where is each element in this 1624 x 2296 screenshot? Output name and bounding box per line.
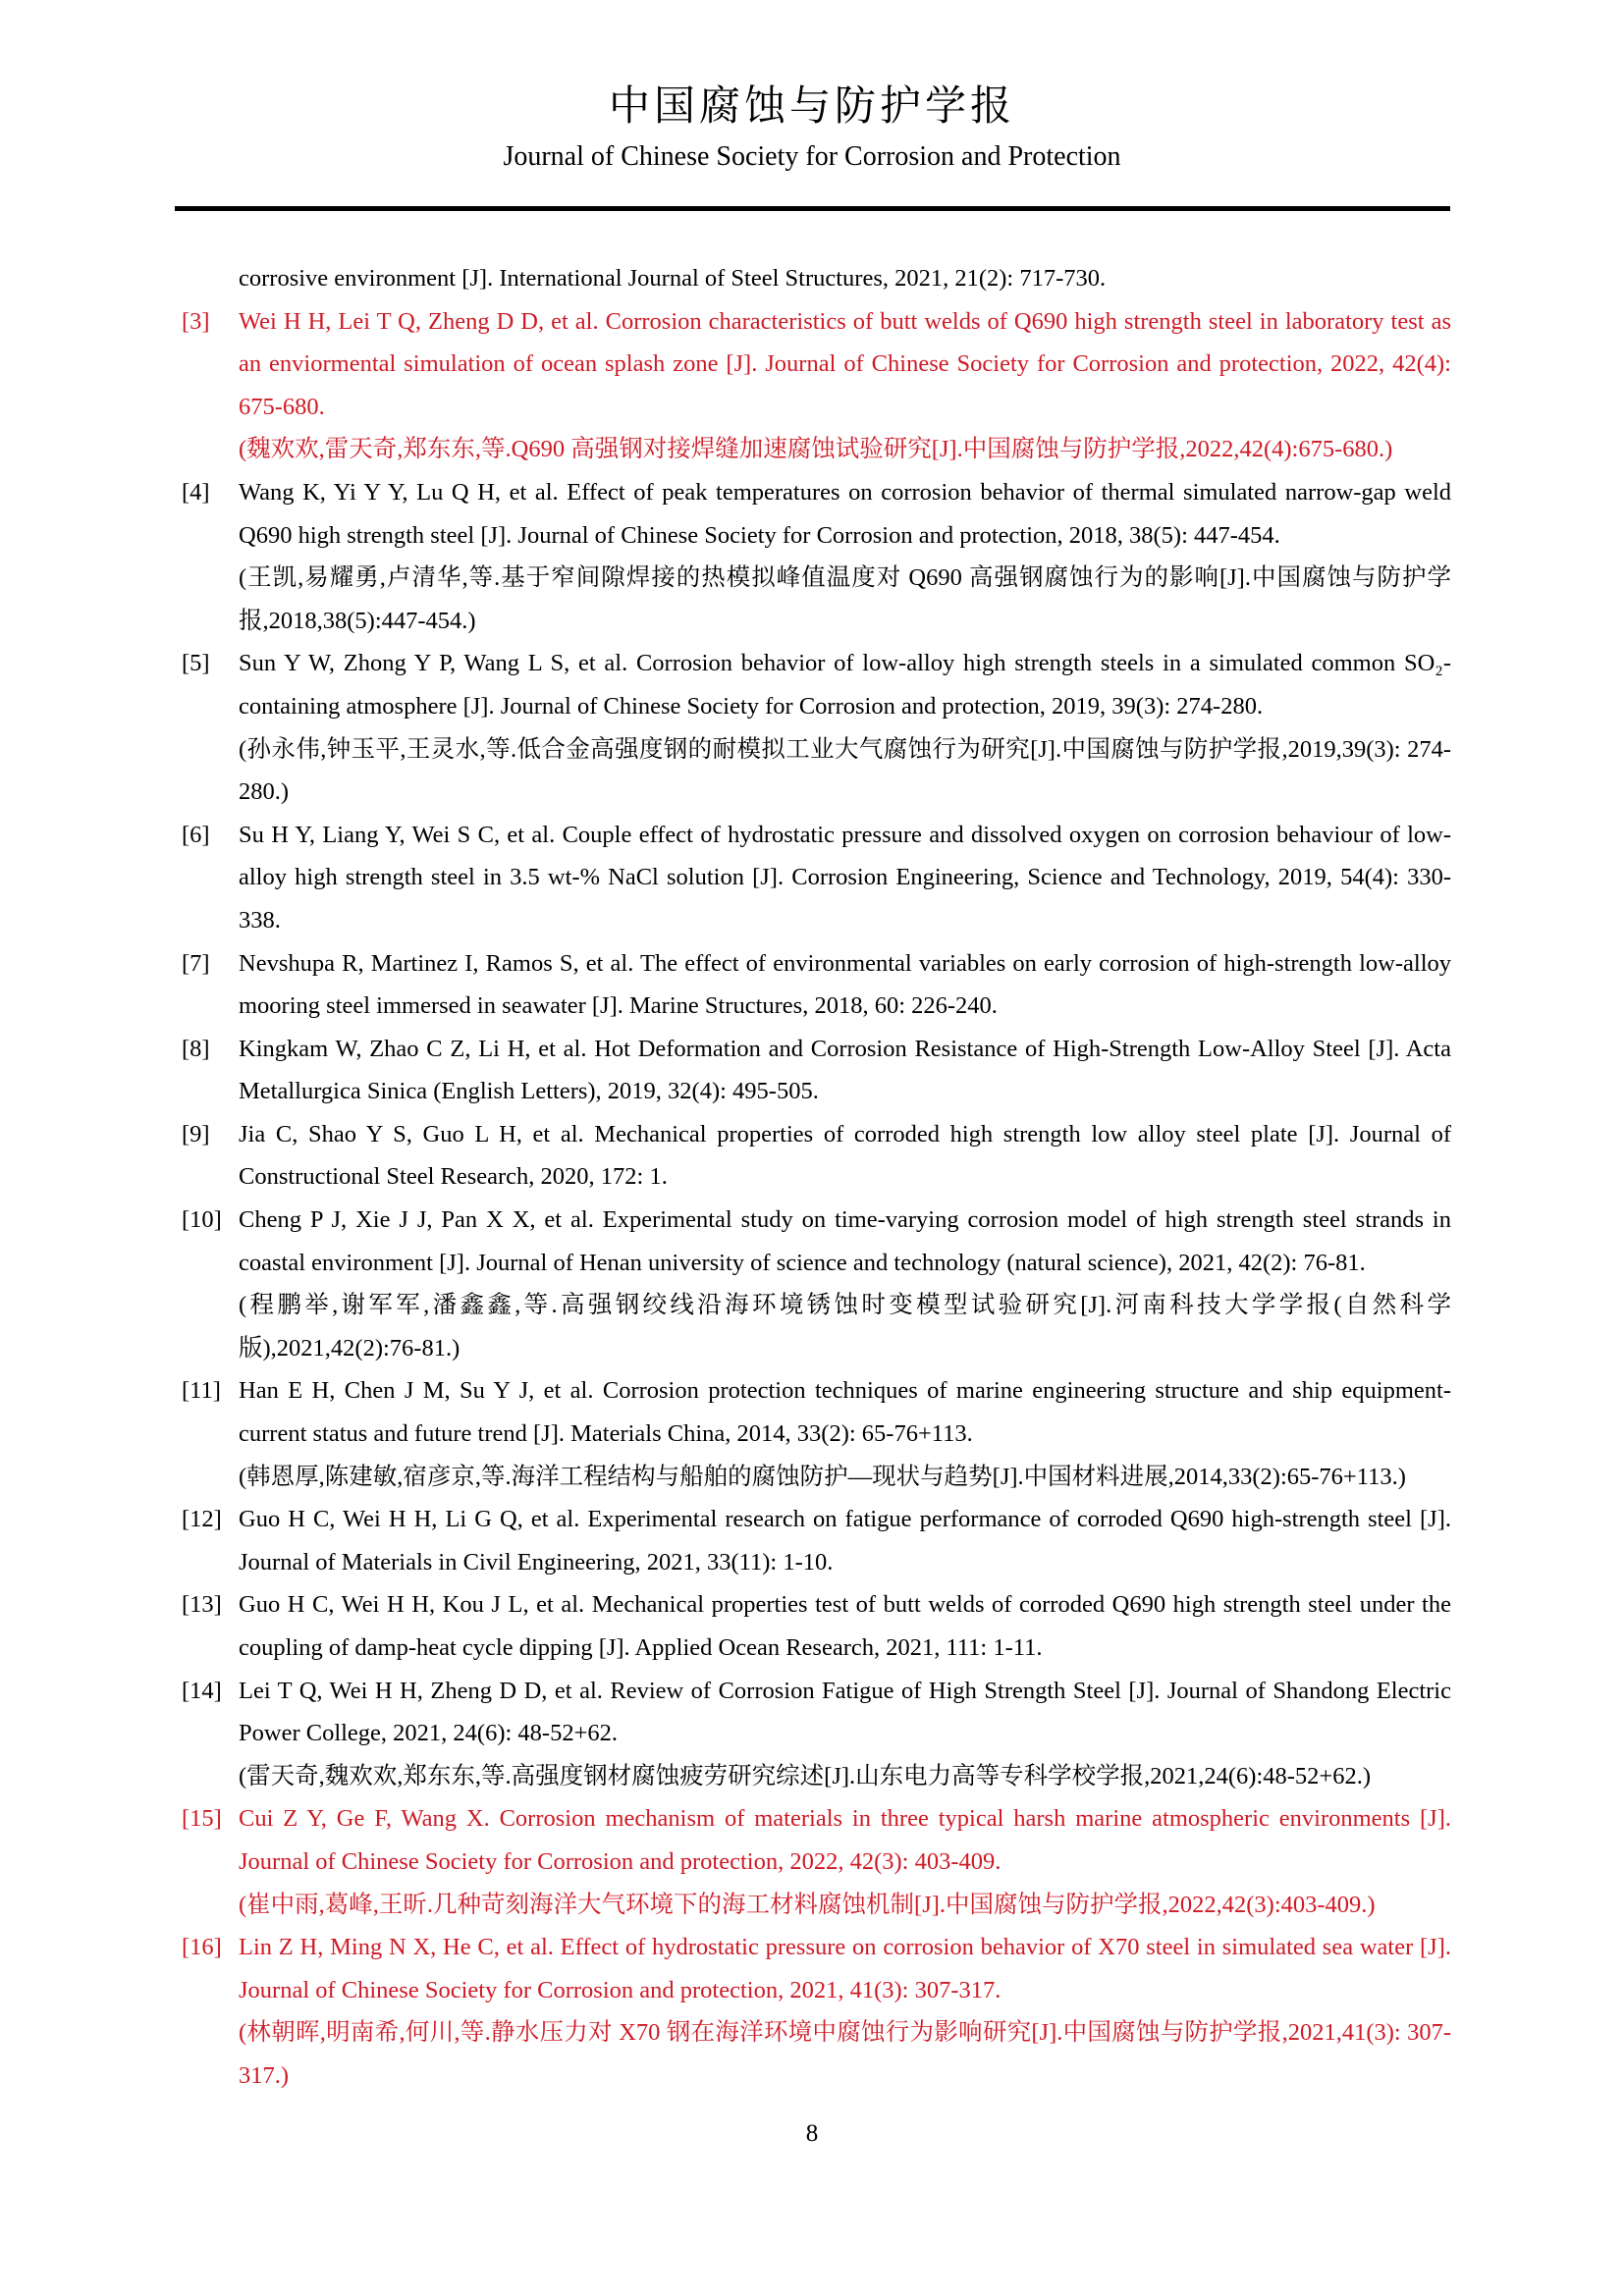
reference-text-en: Guo H C, Wei H H, Kou J L, et al. Mechanical properties test of butt welds of corroded Q690 high strength steel under the coupling of damp-heat cycle dipping [J]. Applied Ocean Research, 2021, 111: 1-11.: [239, 1591, 1451, 1661]
reference-number: [3]: [182, 307, 210, 335]
reference-number: [9]: [182, 1120, 210, 1148]
reference-number: [14]: [182, 1677, 222, 1704]
reference-text-en: Kingkam W, Zhao C Z, Li H, et al. Hot Deformation and Corrosion Resistance of High-Strength Low-Alloy Steel [J]. Acta Metallurgica Sinica (English Letters), 2019, 32(4): 495-505.: [239, 1035, 1451, 1105]
reference-item: [175, 257, 1451, 300]
reference-number: [13]: [182, 1591, 222, 1619]
reference-item: [175, 1199, 1451, 1369]
reference-text-zh: (雷天奇,魏欢欢,郑东东,等.高强度钢材腐蚀疲劳研究综述[J].山东电力高等专科学校学报,2021,24(6):48-52+62.): [239, 1762, 1372, 1789]
reference-text-zh: (王凯,易耀勇,卢清华,等.基于窄间隙焊接的热模拟峰值温度对 Q690 高强钢腐蚀行为的影响[J].中国腐蚀与防护学报,2018,38(5):447-454.): [239, 564, 1451, 634]
reference-item: [175, 1113, 1451, 1199]
page-number: 8: [805, 2120, 819, 2147]
reference-item: [175, 300, 1451, 471]
reference-item: [175, 1670, 1451, 1798]
reference-number: [10]: [182, 1206, 222, 1234]
header-divider-rule: [175, 206, 1450, 211]
reference-item: [175, 1583, 1451, 1669]
reference-text-en: Cheng P J, Xie J J, Pan X X, et al. Experimental study on time-varying corrosion model of high strength steel strands in coastal environment [J]. Journal of Henan university of science and technology (natural science), 2021, 42(2): 76-81.: [239, 1206, 1451, 1276]
reference-text-en: Jia C, Shao Y S, Guo L H, et al. Mechanical properties of corroded high strength low alloy steel plate [J]. Journal of Constructional Steel Research, 2020, 172: 1.: [239, 1120, 1451, 1191]
reference-text-zh: (林朝晖,明南希,何川,等.静水压力对 X70 钢在海洋环境中腐蚀行为影响研究[J].中国腐蚀与防护学报,2021,41(3): 307-317.): [239, 2019, 1451, 2089]
reference-number: [7]: [182, 949, 210, 977]
reference-text-en: Wang K, Yi Y Y, Lu Q H, et al. Effect of peak temperatures on corrosion behavior of thermal simulated narrow-gap weld Q690 high strength steel [J]. Journal of Chinese Society for Corrosion and protection, 2018, 38(5): 447-454.: [239, 478, 1451, 549]
reference-item: [175, 471, 1451, 642]
reference-text-zh: (韩恩厚,陈建敏,宿彦京,等.海洋工程结构与船舶的腐蚀防护—现状与趋势[J].中国材料进展,2014,33(2):65-76+113.): [239, 1463, 1406, 1490]
reference-text-zh: (孙永伟,钟玉平,王灵水,等.低合金高强度钢的耐模拟工业大气腐蚀行为研究[J].中国腐蚀与防护学报,2019,39(3): 274-280.): [239, 735, 1451, 806]
reference-number: [8]: [182, 1035, 210, 1062]
reference-list: [175, 257, 1451, 2098]
reference-text-en: Wei H H, Lei T Q, Zheng D D, et al. Corrosion characteristics of butt welds of Q690 high strength steel in laboratory test as an enviormental simulation of ocean splash zone [J]. Journal of Chinese Society for Corrosion and protection, 2022, 42(4): 675-680.: [239, 307, 1451, 420]
reference-text-en: Cui Z Y, Ge F, Wang X. Corrosion mechanism of materials in three typical harsh marine atmospheric environments [J]. Journal of Chinese Society for Corrosion and protection, 2022, 42(3): 403-409.: [239, 1805, 1451, 1875]
reference-item: [175, 942, 1451, 1028]
reference-item: [175, 1498, 1451, 1583]
journal-title-zh: 中国腐蚀与防护学报: [608, 84, 1015, 130]
reference-text-zh: (崔中雨,葛峰,王昕.几种苛刻海洋大气环境下的海工材料腐蚀机制[J].中国腐蚀与防护学报,2022,42(3):403-409.): [239, 1891, 1376, 1918]
reference-item: [175, 1797, 1451, 1926]
reference-number: [4]: [182, 478, 210, 506]
reference-number: [6]: [182, 821, 210, 848]
page-header: [0, 80, 1624, 173]
journal-title-en: Journal of Chinese Society for Corrosion and Protection: [503, 140, 1121, 172]
reference-text-zh: (魏欢欢,雷天奇,郑东东,等.Q690 高强钢对接焊缝加速腐蚀试验研究[J].中国腐蚀与防护学报,2022,42(4):675-680.): [239, 436, 1393, 463]
reference-text-zh: (程鹏举,谢军军,潘鑫鑫,等.高强钢绞线沿海环境锈蚀时变模型试验研究[J].河南科技大学学报(自然科学版),2021,42(2):76-81.): [239, 1292, 1451, 1362]
reference-item: [175, 1369, 1451, 1498]
reference-item: [175, 1926, 1451, 2097]
reference-text-en: Han E H, Chen J M, Su Y J, et al. Corrosion protection techniques of marine engineering structure and ship equipment-current status and future trend [J]. Materials China, 2014, 33(2): 65-76+113.: [239, 1377, 1451, 1448]
reference-text-en: Guo H C, Wei H H, Li G Q, et al. Experimental research on fatigue performance of corroded Q690 high-strength steel [J]. Journal of Materials in Civil Engineering, 2021, 33(11): 1-10.: [239, 1506, 1451, 1575]
reference-number: [15]: [182, 1805, 222, 1833]
reference-number: [12]: [182, 1506, 222, 1533]
reference-item: [175, 1028, 1451, 1113]
reference-item: [175, 642, 1451, 813]
reference-text-en: Lei T Q, Wei H H, Zheng D D, et al. Review of Corrosion Fatigue of High Strength Steel [J]. Journal of Shandong Electric Power College, 2021, 24(6): 48-52+62.: [239, 1677, 1451, 1747]
reference-text-en: Nevshupa R, Martinez I, Ramos S, et al. The effect of environmental variables on early corrosion of high-strength low-alloy mooring steel immersed in seawater [J]. Marine Structures, 2018, 60: 226-240.: [239, 949, 1451, 1020]
reference-item: [175, 814, 1451, 942]
reference-text-en: Sun Y W, Zhong Y P, Wang L S, et al. Corrosion behavior of low-alloy high strength steels in a simulated common SO₂-containing atmosphere [J]. Journal of Chinese Society for Corrosion and protection, 2019, 39(3): 274-280.: [239, 650, 1451, 720]
reference-text-en: corrosive environment [J]. International Journal of Steel Structures, 2021, 21(2): 717-730.: [239, 265, 1107, 292]
reference-text-en: Lin Z H, Ming N X, He C, et al. Effect of hydrostatic pressure on corrosion behavior of X70 steel in simulated sea water [J]. Journal of Chinese Society for Corrosion and protection, 2021, 41(3): 307-317.: [239, 1934, 1451, 2003]
reference-text-en: Su H Y, Liang Y, Wei S C, et al. Couple effect of hydrostatic pressure and dissolved oxygen on corrosion behaviour of low-alloy high strength steel in 3.5 wt-% NaCl solution [J]. Corrosion Engineering, Science and Technology, 2019, 54(4): 330-338.: [239, 821, 1451, 934]
reference-number: [5]: [182, 650, 210, 677]
reference-number: [11]: [182, 1377, 221, 1405]
reference-number: [16]: [182, 1934, 222, 1961]
